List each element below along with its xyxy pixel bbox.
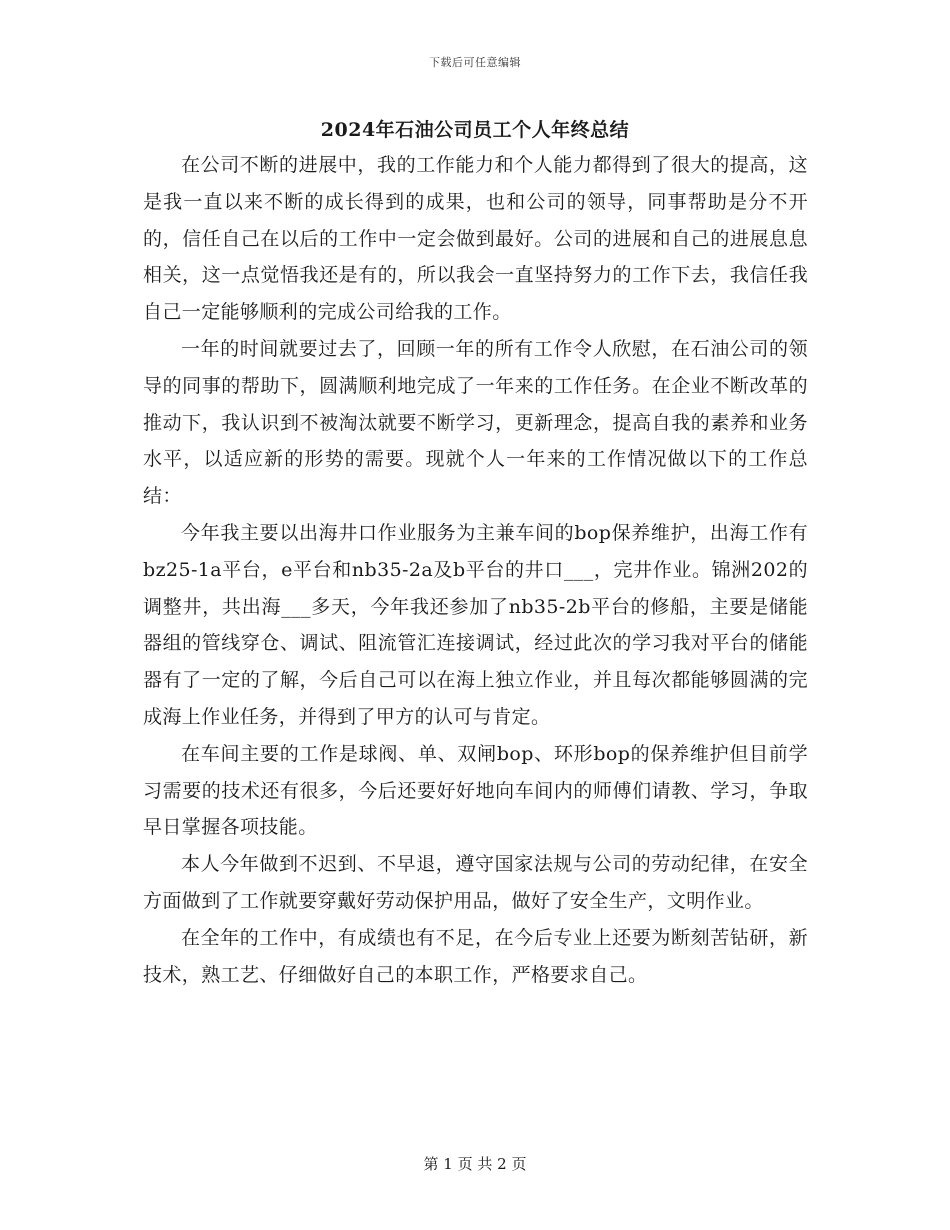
paragraph: 本人今年做到不迟到、不早退，遵守国家法规与公司的劳动纪律，在安全方面做到了工作就要穿戴好劳动保护用品，做好了安全生产，文明作业。 <box>143 853 808 912</box>
document-title: 2024年石油公司员工个人年终总结 <box>320 119 630 141</box>
paragraph: 在公司不断的进展中，我的工作能力和个人能力都得到了很大的提高，这是我一直以来不断的成长得到的成果，也和公司的领导，同事帮助是分不开的，信任自己在以后的工作中一定会做到最好。公司的进展和自己的进展息息相关，这一点觉悟我还是有的，所以我会一直坚持努力的工作下去，我信任我自己一定能够顺利的完成公司给我的工作。 <box>143 154 808 324</box>
page-number: 第 1 页 共 2 页 <box>423 1155 527 1173</box>
paragraph: 在全年的工作中，有成绩也有不足，在今后专业上还要为断刻苦钻研，新技术，熟工艺、仔细做好自己的本职工作，严格要求自己。 <box>143 926 808 986</box>
paragraph: 一年的时间就要过去了，回顾一年的所有工作令人欣慰，在石油公司的领导的同事的帮助下，圆满顺利地完成了一年来的工作任务。在企业不断改革的推动下，我认识到不被淘汰就要不断学习，更新理念，提高自我的素养和业务水平，以适应新的形势的需要。现就个人一年来的工作情况做以下的工作总结： <box>143 337 808 508</box>
header-note: 下载后可任意编辑 <box>429 56 521 69</box>
paragraph: 今年我主要以出海井口作业服务为主兼车间的bop保养维护，出海工作有bz25-1a平台，e平台和nb35-2a及b平台的井口___，完井作业。锦洲202的调整井，共出海___多天，今年我还参加了nb35-2b平台的修船，主要是储能器组的管线穿仓、调试、阻流管汇连接调试，经过此次的学习我对平台的储能器有了一定的了解，今后自己可以在海上独立作业，并且每次都能够圆满的完成海上作业任务，并得到了甲方的认可与肯定。 <box>143 521 808 728</box>
paragraph: 在车间主要的工作是球阀、单、双闸bop、环形bop的保养维护但目前学习需要的技术还有很多，今后还要好好地向车间内的师傅们请教、学习，争取早日掌握各项技能。 <box>143 742 808 839</box>
document-body <box>143 147 808 993</box>
